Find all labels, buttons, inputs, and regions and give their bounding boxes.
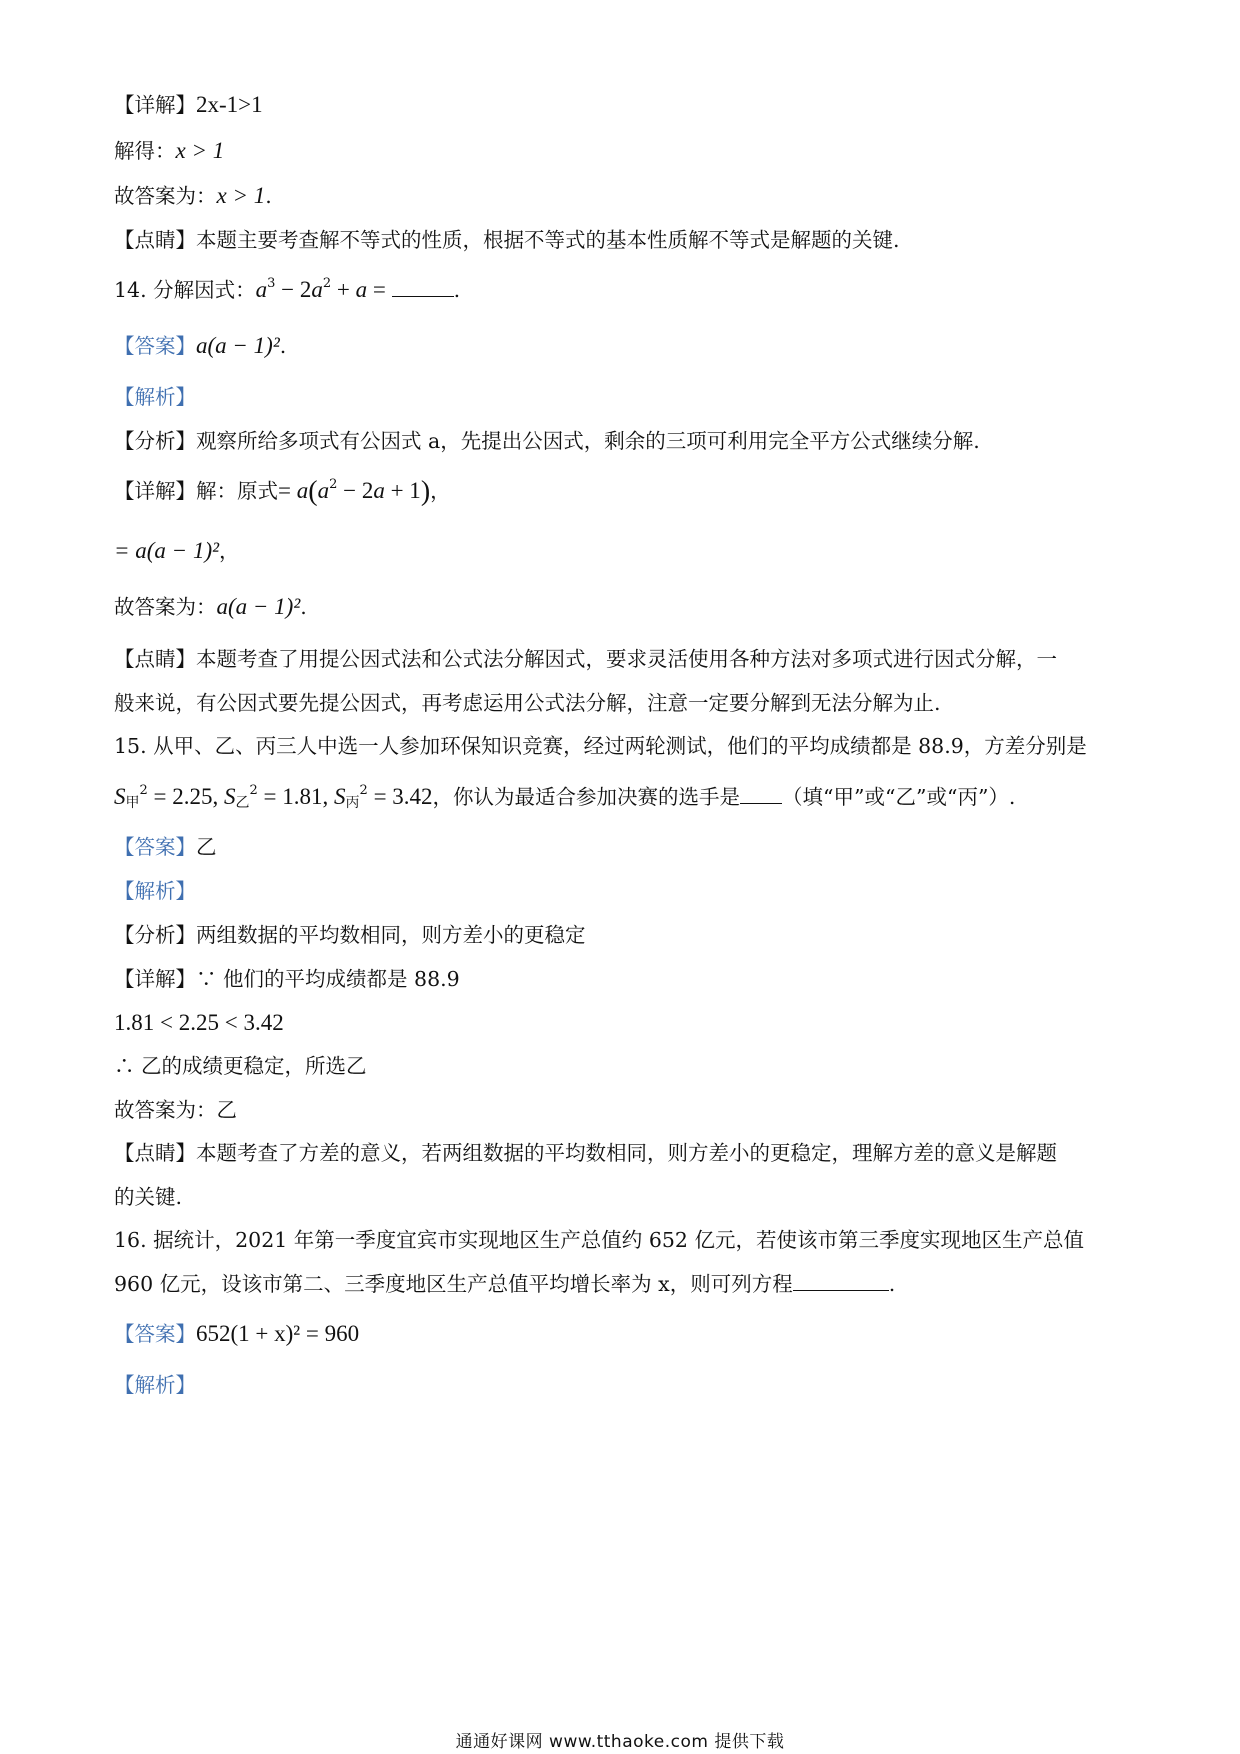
q16-answer-line: [114, 1319, 359, 1349]
q13-solve-expr: x > 1: [175, 138, 225, 163]
comment-tag: 【点睛】: [114, 1141, 196, 1165]
q14-detail-prefix: 解：原式: [196, 479, 278, 503]
q15-compare-line: [114, 1008, 284, 1038]
q16-question-line1: [114, 1225, 1084, 1255]
solve-prefix: 解得：: [114, 139, 176, 163]
q13-final-expr: x > 1: [216, 183, 266, 208]
detail-tag: 【详解】: [114, 967, 196, 991]
q14-step2-line: = a(a − 1)²，: [114, 538, 240, 563]
analyze-tag: 【分析】: [114, 429, 196, 453]
q15-comment-line2: [114, 1182, 182, 1212]
q14-analyze-line: [114, 426, 980, 456]
q15-line2-text: ，你认为最适合参加决赛的选手是: [432, 785, 741, 809]
q13-final-line: 故答案为：x > 1.: [114, 183, 272, 208]
q15-comment-1: 本题考查了方差的意义，若两组数据的平均数相同，则方差小的更稳定，理解方差的意义是解题: [196, 1141, 1057, 1165]
q15-analyze: 两组数据的平均数相同，则方差小的更稳定: [196, 923, 586, 947]
answer-tag: 【答案】: [114, 334, 196, 358]
q15-comment-line1: [114, 1138, 1057, 1168]
q14-comment-1: 本题考查了用提公因式法和公式法分解因式，要求灵活使用各种方法对多项式进行因式分解，一: [196, 647, 1057, 671]
q16-question-line2: 960 亿元，设该市第二、三季度地区生产总值平均增长率为 x，则可列方程 .: [114, 1272, 896, 1296]
q14-number: 14. 分解因式：: [114, 278, 256, 302]
analysis-tag: 【解析】: [114, 1373, 196, 1397]
q15-compare: 1.81 < 2.25 < 3.42: [114, 1010, 284, 1035]
q15-analyze-line: [114, 920, 586, 950]
detail-tag: 【详解】: [114, 479, 196, 503]
q14-comment-line2: [114, 688, 941, 718]
q15-final-line: [114, 1095, 237, 1125]
q15-answer-line: [114, 832, 217, 862]
q14-comment-line1: [114, 644, 1057, 674]
comment-tag: 【点睛】: [114, 228, 196, 252]
q13-comment: 本题主要考查解不等式的性质，根据不等式的基本性质解不等式是解题的关键.: [196, 228, 900, 252]
q14-step2: = a(a − 1)²: [114, 538, 220, 563]
answer-tag: 【答案】: [114, 835, 196, 859]
analysis-tag: 【解析】: [114, 879, 196, 903]
q14-final-line: 故答案为：a(a − 1)².: [114, 594, 307, 619]
final-prefix: 故答案为：: [114, 595, 217, 619]
q14-answer-expr: a(a − 1)²: [196, 333, 280, 358]
q13-detail-expr: 2x-1>1: [196, 92, 263, 117]
q15-answer-blank: [740, 783, 782, 804]
q16-answer-blank: [793, 1270, 889, 1291]
q14-analyze: 观察所给多项式有公因式 a，先提出公因式，剩余的三项可利用完全平方公式继续分解.: [196, 429, 980, 453]
q14-detail-line: 【详解】解：原式= $a(a^2 - 2a + 1)$，: [114, 476, 451, 507]
detail-tag: 【详解】: [114, 93, 196, 117]
q16-answer-expr: 652(1 + x)² = 960: [196, 1321, 360, 1346]
q16-line1: 16. 据统计，2021 年第一季度宜宾市实现地区生产总值约 652 亿元，若使该市第三季度实现地区生产总值: [114, 1228, 1084, 1252]
answer-tag: 【答案】: [114, 1322, 196, 1346]
final-prefix: 故答案为：: [114, 1098, 217, 1122]
analysis-tag: 【解析】: [114, 385, 196, 409]
comment-tag: 【点睛】: [114, 647, 196, 671]
q15-comment-2: 的关键.: [114, 1185, 183, 1209]
q16-line2: 960 亿元，设该市第二、三季度地区生产总值平均增长率为 x，则可列方程: [114, 1272, 793, 1296]
q15-line2-tail: （填“甲”或“乙”或“丙”）.: [782, 785, 1016, 809]
q14-comment-2: 般来说，有公因式要先提公因式，再考虑运用公式法分解，注意一定要分解到无法分解为止.: [114, 691, 941, 715]
q16-analysis-line: [114, 1370, 196, 1400]
q15-line1: 15. 从甲、乙、丙三人中选一人参加环保知识竞赛，经过两轮测试，他们的平均成绩都是 88.9，方差分别是: [114, 734, 1087, 758]
q15-conclusion: ∴ 乙的成绩更稳定，所选乙: [114, 1054, 367, 1078]
footer-watermark: 通通好课网 www.tthaoke.com 提供下载: [455, 1732, 785, 1752]
q13-comment-line: [114, 225, 900, 255]
q14-analysis-line: [114, 382, 196, 412]
q15-final: 乙: [216, 1098, 237, 1122]
q15-analysis-line: [114, 876, 196, 906]
analyze-tag: 【分析】: [114, 923, 196, 947]
q15-detail-line: [114, 964, 460, 994]
q15-answer: 乙: [196, 835, 217, 859]
q14-answer-line: 【答案】a(a − 1)².: [114, 333, 287, 358]
q14-final-expr: a(a − 1)²: [216, 594, 301, 619]
q13-detail-line: [114, 90, 263, 120]
q14-answer-blank: [392, 276, 454, 297]
q14-question-line: 14. 分解因式：$a^3 - 2a^2 + a$ = .: [114, 276, 461, 302]
q15-detail: ∵ 他们的平均成绩都是 88.9: [196, 967, 460, 991]
final-prefix: 故答案为：: [114, 184, 217, 208]
q13-solve-line: [114, 136, 224, 166]
q15-question-line2: $S_甲^2 = 2.25$, $S_乙^2 = 1.81$, $S_丙^2 = 3.42$，你认为最适合参加决赛的选手是 （填“甲”或“乙”或“丙”）.: [114, 783, 1016, 811]
q15-question-line1: [114, 731, 1087, 761]
q15-conclusion-line: [114, 1051, 367, 1081]
